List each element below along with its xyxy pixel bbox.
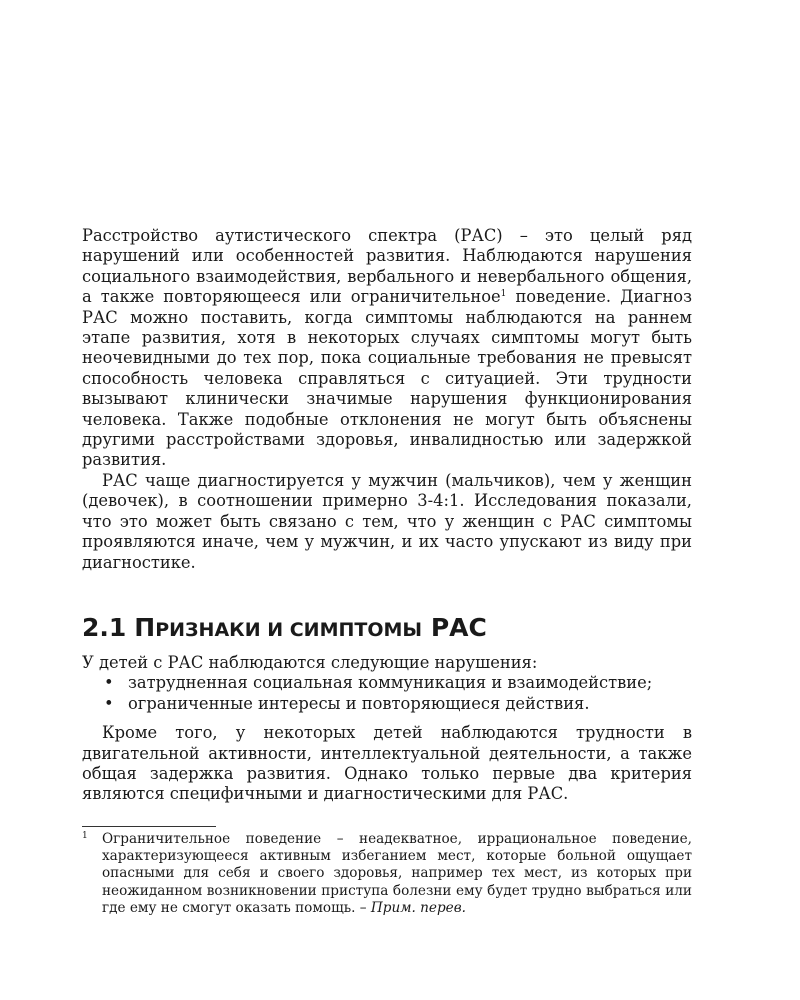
list-item [82, 673, 692, 693]
bullet-icon: • [104, 693, 114, 713]
footnote-text: Ограничительное поведение – неадекватное, иррациональное поведение, характеризующееся активным избеганием мест, которые больной ощущает опасными для себя и своего здоровья, например тех мест, из которых при неожиданном возникновении приступа болезни ему будет трудно выбраться или где ему не смогут оказать помощь. – [102, 831, 692, 916]
spacer [82, 714, 692, 723]
section-title-initial: П [134, 612, 156, 642]
intro-paragraph-1-end: поведение. Диагноз РАС можно поставить, когда симптомы наблюдаются на раннем этапе развития, хотя в некоторых случаях симптомы могут быть неочевидными до тех пор, пока социальные требования не превысят способность человека справляться с ситуацией. Эти трудности вызывают клинически значимые нарушения функционирования человека. Также подобные отклонения не могут быть объяснены другими расстройствами здоровья, инвалидностью или задержкой развития. [82, 287, 692, 470]
section-paragraph: Кроме того, у некоторых детей наблюдаются трудности в двигательной активности, интеллектуальной деятельности, а также общая задержка развития. Однако только первые два критерия являются специфичными и диагностическими для РАС. [82, 723, 692, 804]
footnote [82, 831, 692, 917]
section-title-end: РАС [430, 612, 487, 642]
list-item-text: затрудненная социальная коммуникация и взаимодействие; [128, 673, 653, 693]
list-item-text: ограниченные интересы и повторяющиеся действия. [128, 693, 590, 713]
list-item [82, 694, 692, 714]
section-title-rest: РИЗНАКИ И СИМПТОМЫ [155, 618, 423, 641]
section-lead: У детей с РАС наблюдаются следующие нарушения: [82, 652, 538, 672]
footnote-number: 1 [82, 831, 88, 841]
footnote-divider [82, 826, 216, 827]
intro-paragraph-1-start: Расстройство аутистического спектра (РАС) – это целый ряд нарушений или особенностей развития. Наблюдаются нарушения социального взаимодействия, вербального и невербального общения, а также повторяющееся или ограничительное [82, 226, 692, 307]
footnote-body [102, 831, 692, 917]
intro-paragraph-1 [82, 226, 692, 471]
bullet-icon: • [104, 673, 114, 693]
section-heading [82, 613, 692, 645]
section-number: 2.1 [82, 612, 127, 642]
symptom-list [82, 673, 692, 714]
page-body [82, 226, 692, 805]
footnote-reference[interactable]: 1 [500, 289, 507, 300]
footnote-translator-note: Прим. перев. [370, 899, 466, 916]
intro-paragraph-2: РАС чаще диагностируется у мужчин (мальчиков), чем у женщин (девочек), в соотношении примерно 3-4:1. Исследования показали, что это может быть связано с тем, что у женщин с РАС симптомы проявляются иначе, чем у мужчин, и их часто упускают из виду при диагностике. [82, 470, 692, 572]
